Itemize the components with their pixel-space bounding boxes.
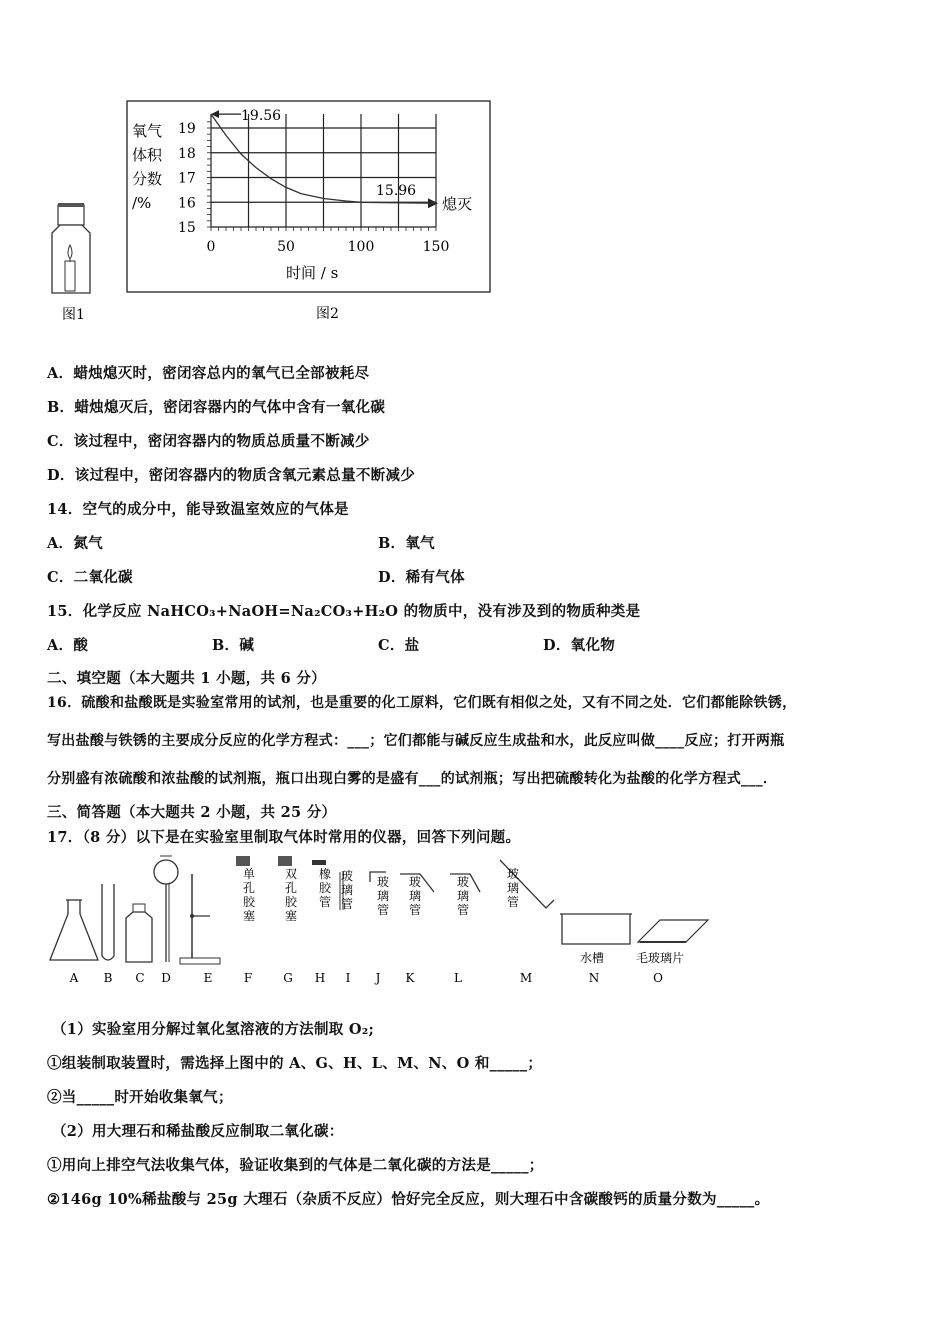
section3-heading: 三、简答题（本大题共 2 小题，共 25 分） [47,804,337,821]
figure2-caption: 图2 [316,306,339,322]
q17-part1-item1: ①组装制取装置时，需选择上图中的 A、G、H、L、M、N、O 和_____； [47,1055,543,1072]
apparatus-letter-j: J [375,971,381,985]
q15-option-c: C．盐 [378,637,420,654]
y-tick-label: 15 [178,220,196,236]
q15-option-b: B．碱 [212,637,255,654]
apparatus-letter-a: A [69,971,79,985]
apparatus-label-g: 双孔胶塞 [285,867,298,923]
q14-option-b: B．氧气 [378,535,435,552]
apparatus-label-l: 玻璃管 [457,875,470,917]
apparatus-a-conical-flask [50,900,98,960]
apparatus-b-test-tube [102,884,114,960]
apparatus-label-o: 毛玻璃片 [636,951,685,965]
section2-heading: 二、填空题（本大题共 1 小题，共 6 分） [47,670,326,687]
extinguish-label: 熄灭 [442,195,473,214]
end-value-label: 15.96 [376,183,417,200]
y-tick-label: 17 [178,170,196,187]
x-tick-label: 100 [347,239,375,255]
q17-part1-item2: ②当_____时开始收集氧气； [47,1089,233,1106]
q15-stem: 15．化学反应 NaHCO₃+NaOH=Na₂CO₃+H₂O 的物质中，没有涉及到的物质种类是 [47,603,641,620]
q13-option-b: B．蜡烛熄灭后，密闭容器内的气体中含有一氧化碳 [47,399,386,416]
apparatus-letter-b: B [103,971,113,985]
q15-option-d: D．氧化物 [543,637,616,654]
q13-option-a: A．蜡烛熄灭时，密闭容总内的氧气已全部被耗尽 [47,365,370,382]
x-tick-label: 150 [422,239,450,255]
apparatus-letter-h: H [314,971,326,985]
apparatus-letter-g: G [283,971,293,985]
y-axis-label-line: /% [132,194,152,212]
start-value-label: 19.56 [241,108,282,125]
apparatus-label-j: 玻璃管 [377,875,390,917]
q17-stem: 17．（8 分）以下是在实验室里制取气体时常用的仪器，回答下列问题。 [47,829,521,846]
figure1-caption: 图1 [62,307,85,323]
apparatus-label-k: 玻璃管 [409,875,422,917]
q14-option-d: D．稀有气体 [378,569,465,586]
q17-part2-item1: ①用向上排空气法收集气体，验证收集到的气体是二氧化碳的方法是_____； [47,1157,544,1174]
q16-line-3: 分别盛有浓硫酸和浓盐酸的试剂瓶，瓶口出现白雾的是盛有___的试剂瓶；写出把硫酸转化为盐酸的化学方程式___． [47,771,778,787]
apparatus-label-i: 玻璃管 [341,869,354,911]
q13-option-d: D．该过程中，密闭容器内的物质含氧元素总量不断减少 [47,467,416,484]
q17-part2-heading: （2）用大理石和稀盐酸反应制取二氧化碳： [52,1123,344,1140]
q16-line-1: 16．硫酸和盐酸既是实验室常用的试剂，也是重要的化工原料，它们既有相似之处，又有不同之处．它们都能除铁锈， [47,695,797,711]
figure1-candle-jar [40,195,100,325]
apparatus-d-funnel [154,856,178,962]
apparatus-letter-o: O [653,971,663,985]
x-tick-label: 50 [277,239,295,255]
q17-part1-heading: （1）实验室用分解过氧化氢溶液的方法制取 O₂; [52,1021,375,1038]
q14-option-a: A．氮气 [47,535,103,552]
apparatus-label-n: 水槽 [580,951,605,965]
apparatus-letter-n: N [588,971,600,985]
apparatus-letter-d: D [161,971,171,985]
q16-line-2: 写出盐酸与铁锈的主要成分反应的化学方程式：___；它们都能与碱反应生成盐和水，此反应叫做____反应；打开两瓶 [47,733,785,749]
apparatus-letter-m: M [519,971,533,985]
apparatus-e-iron-stand [180,874,220,964]
apparatus-letter-e: E [203,971,213,985]
apparatus-n-water-trough [560,914,632,965]
apparatus-o-glass-plate [636,920,708,965]
apparatus-f-stopper [236,856,256,923]
apparatus-g-stopper [278,856,298,923]
figure2-chart [126,100,492,325]
apparatus-figure [40,852,730,992]
x-tick-label: 0 [206,239,216,255]
y-tick-label: 19 [178,121,196,137]
y-axis-label-line: 氧气 [132,122,163,140]
apparatus-label-h: 橡胶管 [319,867,332,909]
apparatus-label-f: 单孔胶塞 [243,867,256,923]
q14-stem: 14．空气的成分中，能导致温室效应的气体是 [47,501,349,518]
y-tick-label: 16 [178,195,196,212]
apparatus-letter-c: C [135,971,145,985]
q15-option-a: A．酸 [47,637,89,654]
apparatus-letter-k: K [405,971,415,985]
q13-option-c: C．该过程中，密闭容器内的物质总质量不断减少 [47,433,370,450]
x-axis-label: 时间 / s [286,264,339,282]
apparatus-label-m: 玻璃管 [507,867,520,909]
y-axis-label-line: 分数 [132,170,163,188]
apparatus-letter-l: L [454,971,462,985]
q17-part2-item2: ②146g 10%稀盐酸与 25g 大理石（杂质不反应）恰好完全反应，则大理石中含碳酸钙的质量分数为_____。 [47,1191,770,1208]
y-axis-label-line: 体积 [132,146,163,164]
apparatus-c-bottle [126,904,152,962]
apparatus-letter-f: F [243,971,253,985]
q14-option-c: C．二氧化碳 [47,569,133,586]
apparatus-letter-i: I [345,971,351,985]
apparatus-h-rubber-tube [312,860,332,909]
y-tick-label: 18 [178,145,196,162]
